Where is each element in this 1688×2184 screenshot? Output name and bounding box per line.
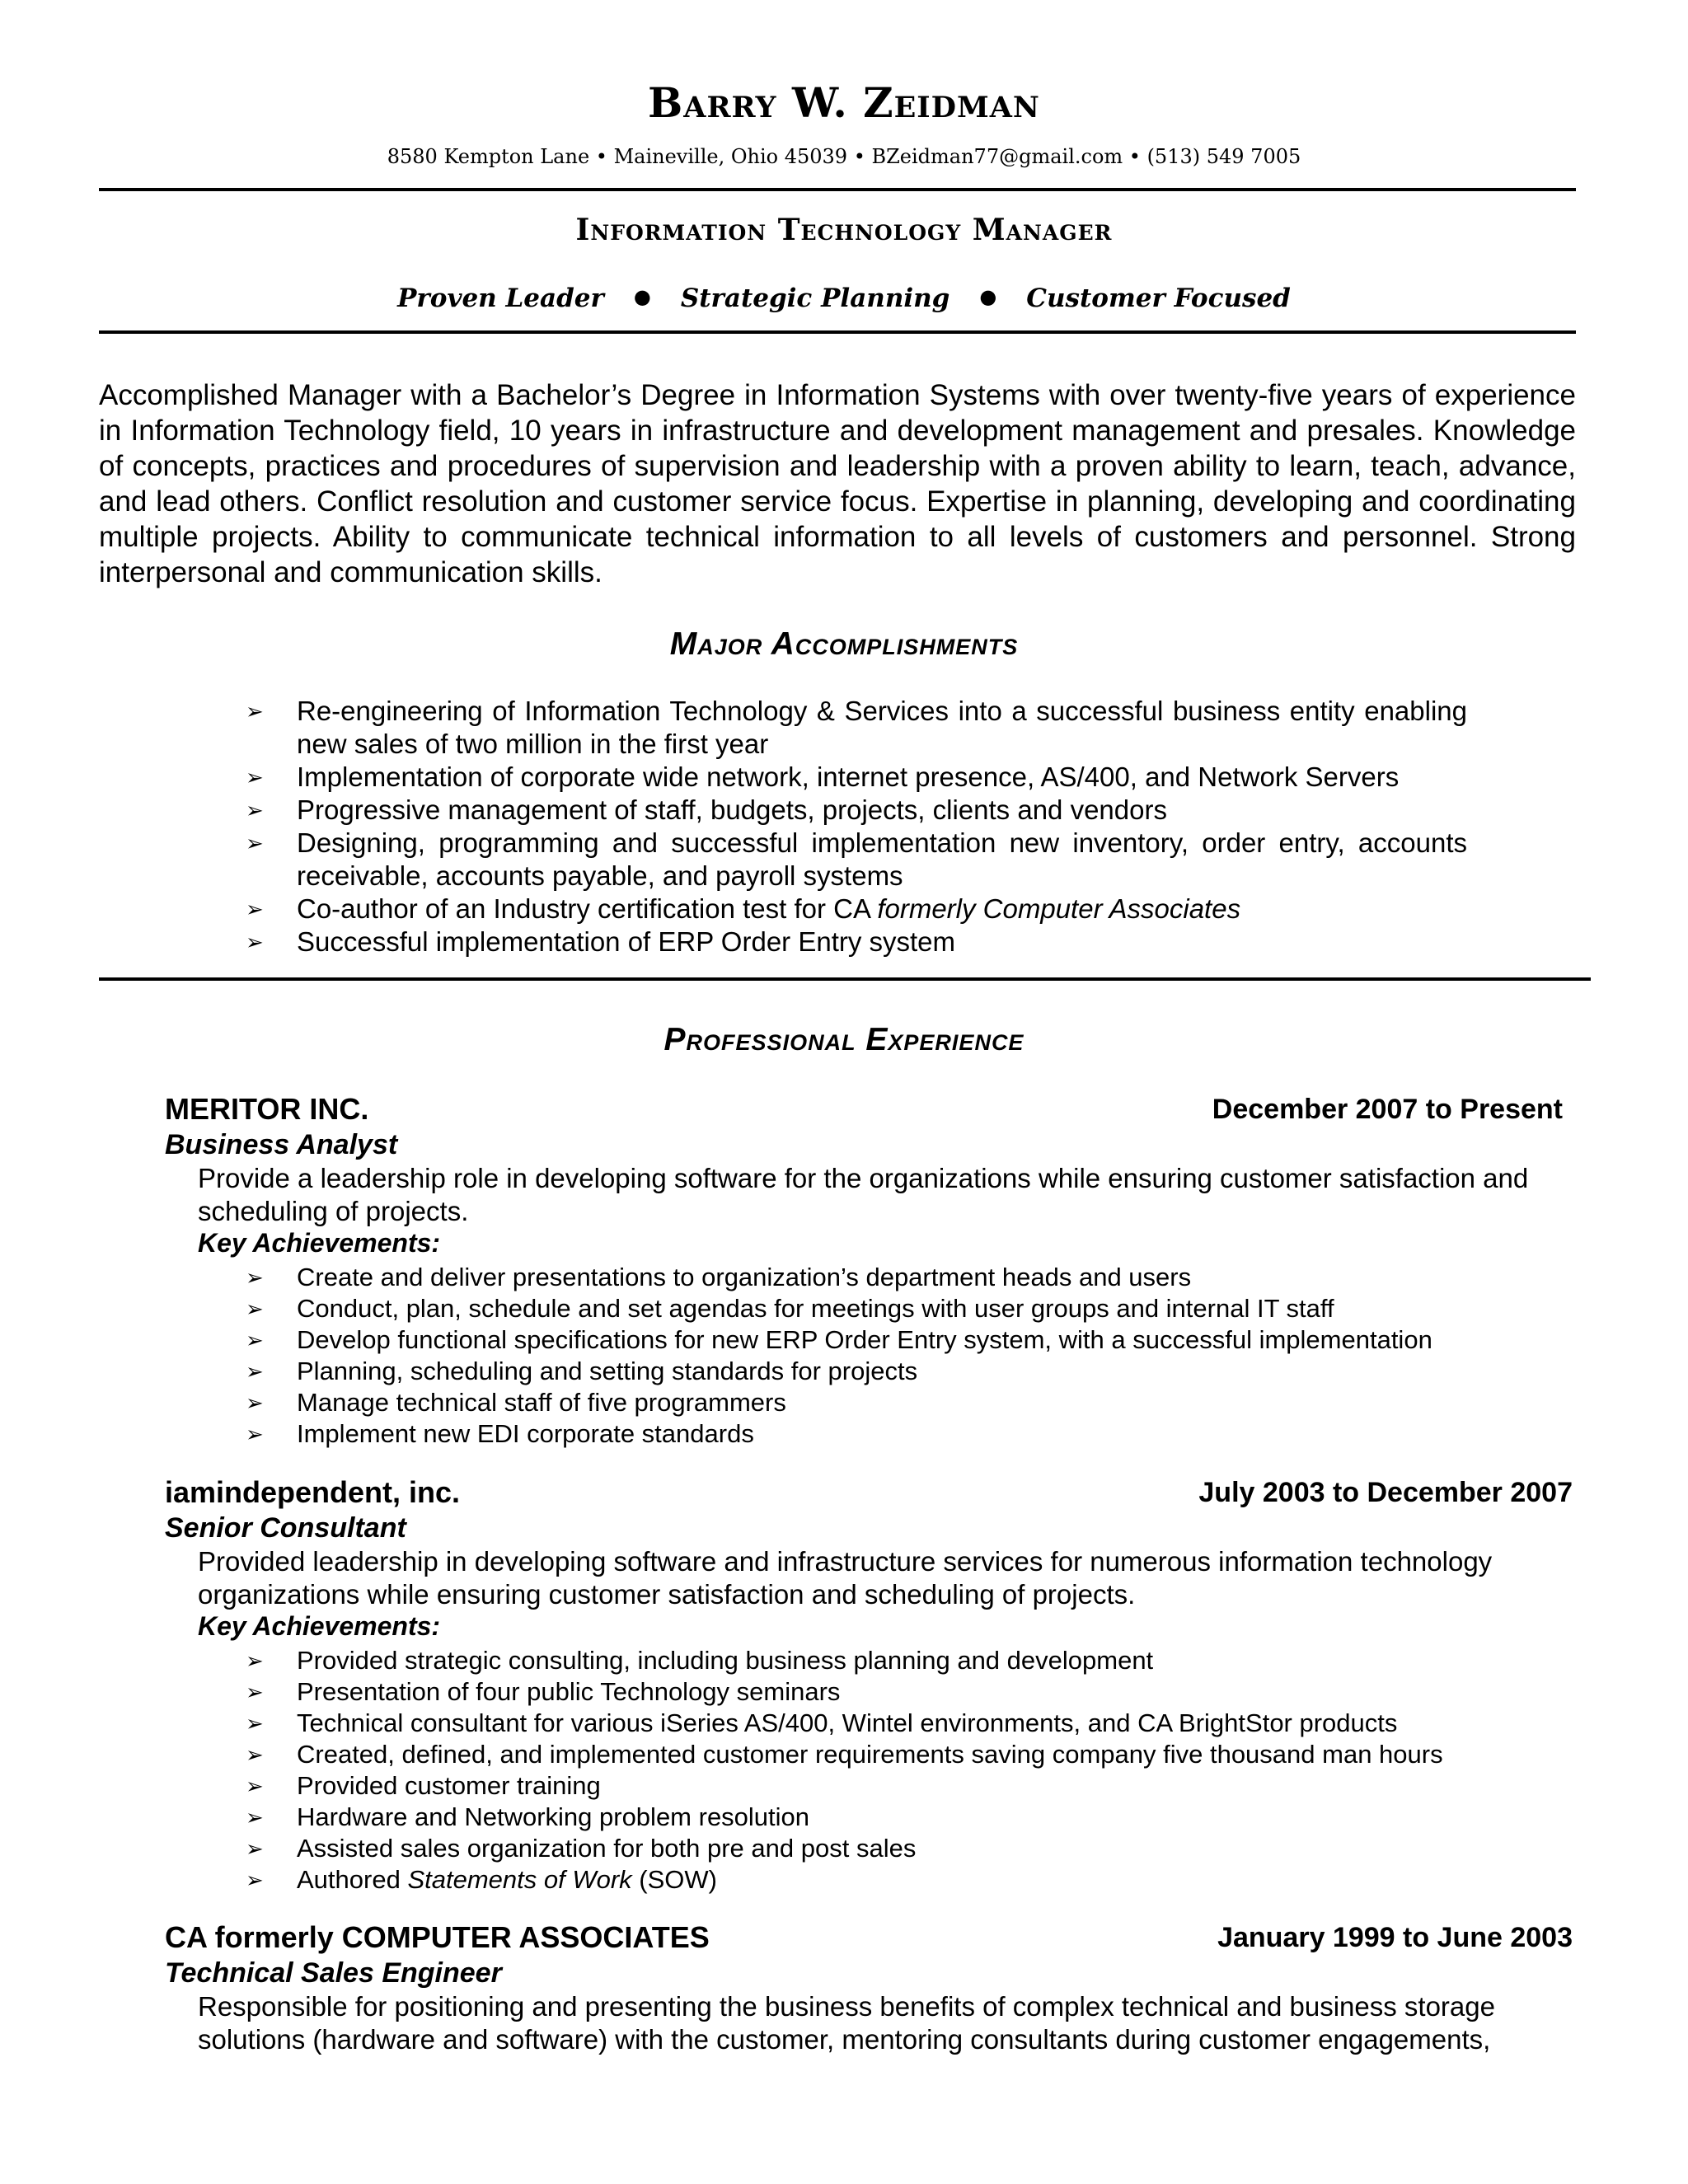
key-achievements-label: Key Achievements: <box>198 1228 441 1258</box>
key-achievements-label: Key Achievements: <box>198 1611 441 1641</box>
bullet-icon: ● <box>979 284 997 308</box>
list-item: ➢ Create and deliver presentations to organization’s department heads and users <box>246 1263 1192 1291</box>
arrow-bullet-icon: ➢ <box>246 765 264 790</box>
contact-line: 8580 Kempton Lane • Maineville, Ohio 45039 • BZeidman77@gmail.com • (513) 549 7005 <box>387 145 1301 168</box>
list-item: ➢ Planning, scheduling and setting standards for projects <box>246 1357 918 1385</box>
arrow-bullet-icon: ➢ <box>246 1836 264 1861</box>
arrow-bullet-icon: ➢ <box>246 930 264 954</box>
achievements-list <box>246 1645 1582 1896</box>
arrow-bullet-icon: ➢ <box>246 699 264 724</box>
list-item: ➢ Presentation of four public Technology seminars <box>246 1677 841 1706</box>
arrow-bullet-icon: ➢ <box>246 1805 264 1830</box>
list-item: ➢ Technical consultant for various iSeries AS/400, Wintel environments, and CA BrightStor products <box>246 1708 1398 1737</box>
job-role: Senior Consultant <box>165 1512 406 1544</box>
list-item: ➢ Assisted sales organization for both pre and post sales <box>246 1834 917 1863</box>
job-title: Information Technology Manager <box>575 213 1113 247</box>
list-item: ➢ Hardware and Networking problem resolution <box>246 1802 810 1831</box>
candidate-name: Barry W. Zeidman <box>648 78 1040 127</box>
arrow-bullet-icon: ➢ <box>246 1648 264 1673</box>
arrow-bullet-icon: ➢ <box>246 897 264 921</box>
achievements-list <box>246 1262 1582 1450</box>
employment-dates: July 2003 to December 2007 <box>1198 1477 1573 1508</box>
job-description: Responsible for positioning and presenting the business benefits of complex technical and business storage solutions (hardware and software) with the customer, mentoring consultants during customer engagements, <box>198 1991 1495 2055</box>
arrow-bullet-icon: ➢ <box>246 1390 264 1415</box>
arrow-bullet-icon: ➢ <box>246 1296 264 1321</box>
list-item: ➢ Conduct, plan, schedule and set agendas for meetings with user groups and internal IT staff <box>246 1294 1334 1323</box>
strength-tags <box>0 284 1688 313</box>
list-item: ➢ Authored Statements of Work (SOW) <box>246 1865 717 1894</box>
section-title-accomplishments: Major Accomplishments <box>669 626 1019 662</box>
list-item: ➢ Manage technical staff of five programmers <box>246 1388 786 1417</box>
company-name: CA formerly COMPUTER ASSOCIATES <box>165 1920 710 1954</box>
list-item: ➢ Created, defined, and implemented customer requirements saving company five thousand man hours <box>246 1740 1443 1769</box>
job-role: Technical Sales Engineer <box>165 1957 502 1989</box>
arrow-bullet-icon: ➢ <box>246 1328 264 1352</box>
list-item: ➢ Progressive management of staff, budgets, projects, clients and vendors <box>246 794 1167 825</box>
job-role: Business Analyst <box>165 1129 398 1160</box>
list-item: ➢ Implementation of corporate wide network, internet presence, AS/400, and Network Servers <box>246 762 1400 792</box>
company-name: MERITOR INC. <box>165 1092 369 1126</box>
bullet-icon: ● <box>633 284 651 308</box>
tag: Proven Leader <box>397 284 604 313</box>
summary-paragraph: Accomplished Manager with a Bachelor’s Degree in Information Systems with over twenty-five years of experience in Information Technology field, 10 years in infrastructure and development management and presales. Knowledge of concepts, practices and procedures of supervision and leadership with a proven ability to learn, teach, advance, and lead others. Conflict resolution and customer service focus. Expertise in planning, developing and coordinating multiple projects. Ability to communicate technical information to all levels of customers and personnel. Strong interpersonal and communication skills. <box>99 379 1576 588</box>
arrow-bullet-icon: ➢ <box>246 798 264 823</box>
job-description: Provide a leadership role in developing software for the organizations while ensuring customer satisfaction and scheduling of projects. <box>198 1163 1529 1226</box>
arrow-bullet-icon: ➢ <box>246 1742 264 1767</box>
divider <box>99 977 1591 981</box>
list-item: ➢ Provided customer training <box>246 1771 601 1800</box>
arrow-bullet-icon: ➢ <box>246 831 264 855</box>
section-title-experience: Professional Experience <box>663 1022 1025 1057</box>
employment-dates: January 1999 to June 2003 <box>1217 1922 1573 1953</box>
list-item: ➢ Develop functional specifications for new ERP Order Entry system, with a successful implementation <box>246 1325 1432 1354</box>
arrow-bullet-icon: ➢ <box>246 1359 264 1384</box>
job-description: Provided leadership in developing software and infrastructure services for numerous information technology organizations while ensuring customer satisfaction and scheduling of projects. <box>198 1546 1493 1610</box>
tag: Customer Focused <box>1026 284 1291 313</box>
list-item: ➢ Designing, programming and successful implementation new inventory, order entry, accounts receivable, accounts payable, and payroll systems <box>246 827 1467 891</box>
employment-dates: December 2007 to Present <box>1212 1094 1563 1125</box>
accomplishments-list <box>246 695 1467 958</box>
list-item: ➢ Provided strategic consulting, including business planning and development <box>246 1646 1154 1675</box>
tag: Strategic Planning <box>680 284 950 313</box>
arrow-bullet-icon: ➢ <box>246 1422 264 1446</box>
list-item: ➢ Successful implementation of ERP Order Entry system <box>246 926 956 957</box>
arrow-bullet-icon: ➢ <box>246 1868 264 1892</box>
divider <box>99 330 1576 334</box>
list-item: ➢ Co-author of an Industry certification test for CA formerly Computer Associates <box>246 893 1241 924</box>
arrow-bullet-icon: ➢ <box>246 1774 264 1798</box>
list-item: ➢ Re-engineering of Information Technology & Services into a successful business entity enabling new sales of two million in the first year <box>246 696 1467 759</box>
divider <box>99 188 1576 191</box>
arrow-bullet-icon: ➢ <box>246 1265 264 1290</box>
list-item: ➢ Implement new EDI corporate standards <box>246 1419 754 1448</box>
company-name: iamindependent, inc. <box>165 1475 461 1509</box>
arrow-bullet-icon: ➢ <box>246 1680 264 1704</box>
arrow-bullet-icon: ➢ <box>246 1711 264 1736</box>
